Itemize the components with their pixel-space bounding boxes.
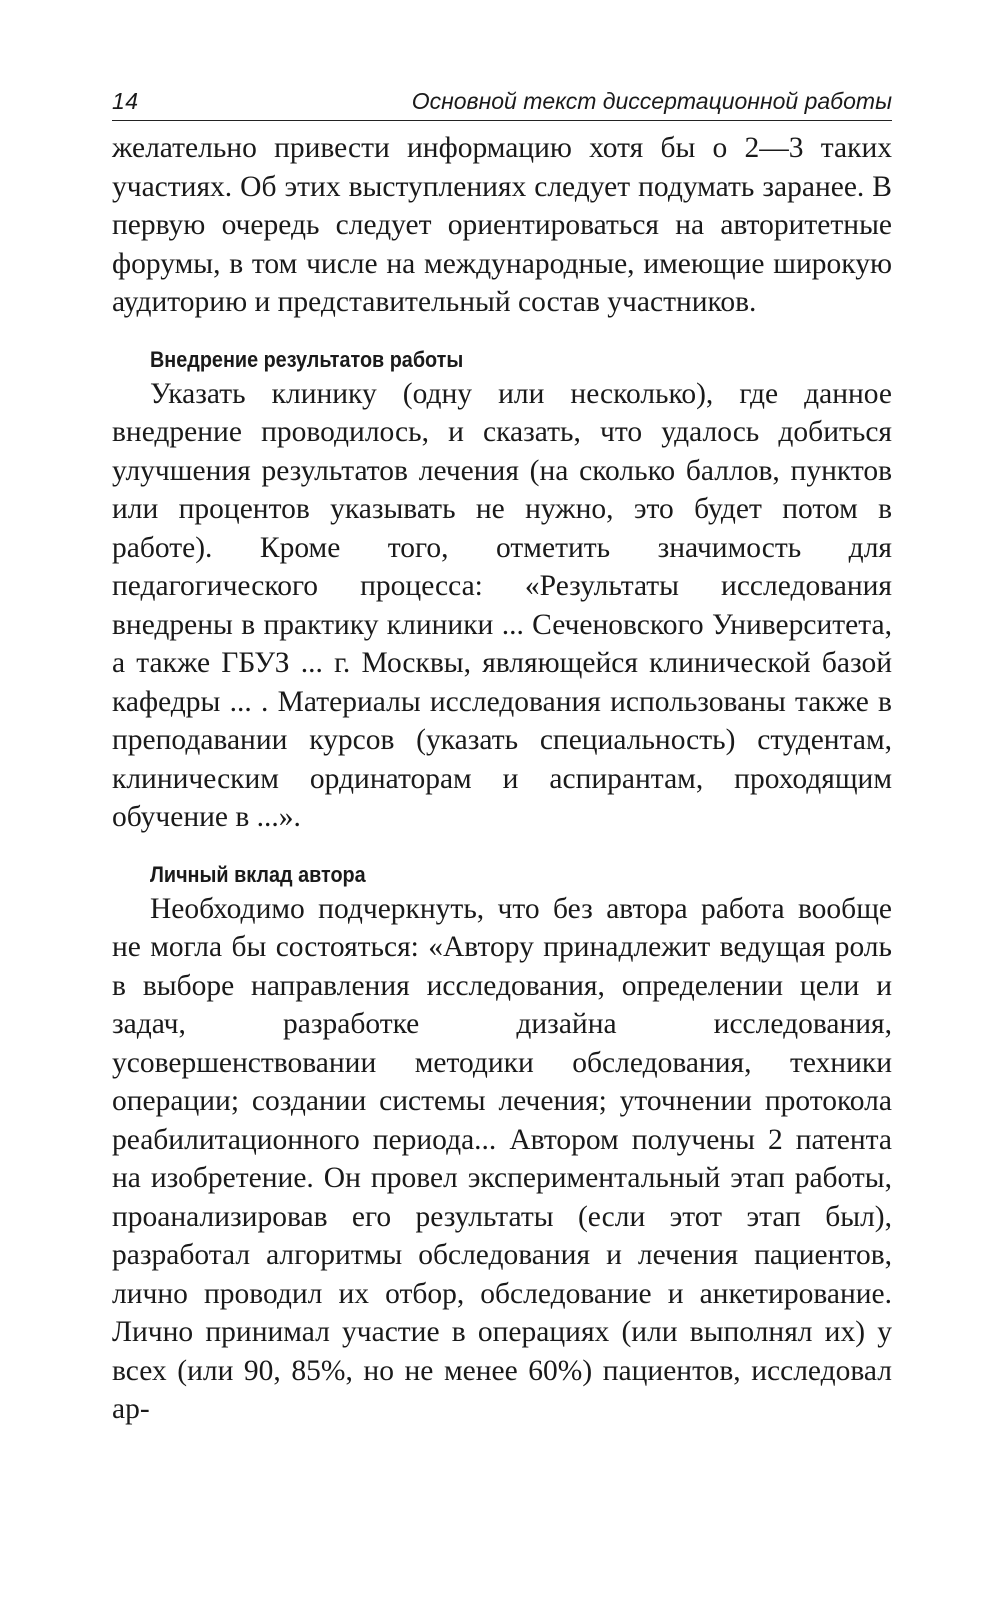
personal-contribution-paragraph: Необходимо подчеркнуть, что без автора работа вообще не могла бы состояться: «Автору принадлежит ведущая роль в выборе направления исследования, определении цели и задач, разработке дизайна исследования, усовершенствовании методики обследования, техники операции; создании системы лечения; уточнении протокола реабилитационного периода... Автором получены 2 патента на изобретение. Он провел экспериментальный этап работы, проанализировав его результаты (если этот этап был), разработал алгоритмы обследования и лечения пациентов, лично проводил их отбор, обследование и анкетирование. Лично принимал участие в операциях (или выполнял их) у всех (или 90, 85%, но не менее 60%) пациентов, исследовал ар- — [112, 892, 892, 1425]
page-number: 14 — [112, 88, 139, 114]
implementation-paragraph: Указать клинику (одну или несколько), где данное внедрение проводилось, и сказать, что удалось добиться улучшения результатов лечения (на сколько баллов, пунктов или процентов указывать не нужно, это будет потом в работе). Кроме того, отметить значимость для педагогического процесса: «Результаты исследования внедрены в практику клиники ... Сеченовского Университета, а также ГБУЗ ... г. Москвы, являющейся клинической базой кафедры ... . Материалы исследования использованы также в преподавании курсов (указать специальность) студентам, клиническим ординаторам и аспирантам, проходящим обучение в ...». — [112, 377, 892, 833]
section-heading-personal-contribution: Личный вклад автора — [150, 861, 366, 887]
intro-paragraph: желательно привести информацию хотя бы о 2—3 таких участиях. Об этих выступлениях следует подумать заранее. В первую очередь следует ориентироваться на авторитетные форумы, в том числе на международные, имеющие широкую аудиторию и представительный состав участников. — [112, 132, 892, 318]
running-header — [112, 86, 892, 121]
running-title: Основной текст диссертационной работы — [411, 88, 892, 114]
section-heading-implementation: Внедрение результатов работы — [150, 346, 464, 372]
book-page — [112, 86, 892, 1429]
